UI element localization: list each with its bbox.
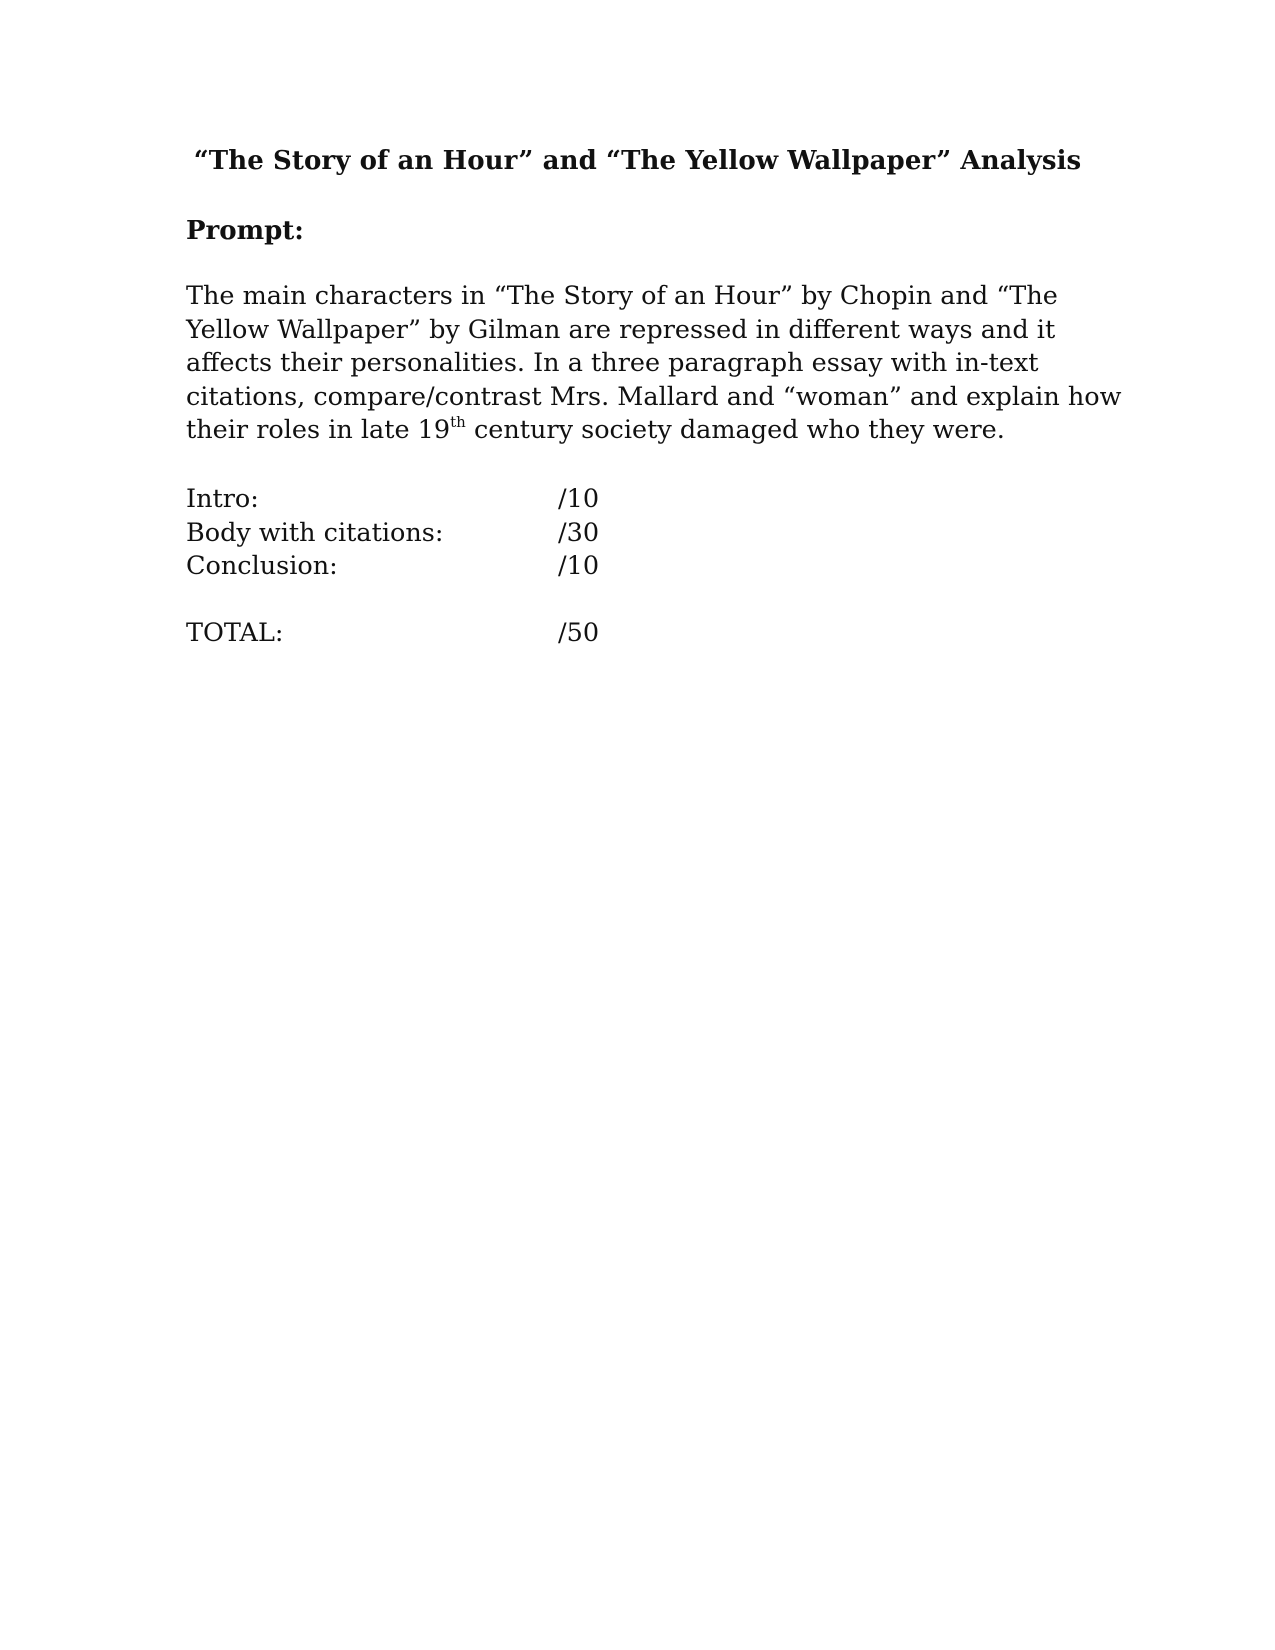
rubric-label: Body with citations:: [186, 517, 444, 548]
ordinal-superscript: th: [450, 412, 466, 431]
rubric-label: Conclusion:: [186, 551, 338, 581]
rubric-score: /30: [558, 517, 600, 548]
prompt-line: citations, compare/contrast Mrs. Mallard and “woman” and explain how: [186, 381, 1122, 412]
prompt-text: [186, 280, 1122, 448]
prompt-line: Yellow Wallpaper” by Gilman are repressed in different ways and it: [186, 314, 1056, 345]
prompt-line: affects their personalities. In a three paragraph essay with in-text: [186, 348, 1039, 378]
total-score: /50: [558, 618, 600, 648]
rubric-score: /10: [558, 551, 600, 581]
rubric-label: Intro:: [186, 484, 259, 514]
prompt-line: [186, 414, 1086, 448]
prompt-heading: Prompt:: [186, 216, 304, 246]
prompt-line-text: their roles in late 19: [186, 415, 451, 445]
prompt-line: The main characters in “The Story of an Hour” by Chopin and “The: [186, 281, 1058, 311]
prompt-line-text: century society damaged who they were.: [465, 415, 1005, 445]
total-label: TOTAL:: [186, 618, 284, 648]
document-title: “The Story of an Hour” and “The Yellow Wallpaper” Analysis: [193, 146, 1082, 176]
rubric-score: /10: [558, 484, 600, 514]
